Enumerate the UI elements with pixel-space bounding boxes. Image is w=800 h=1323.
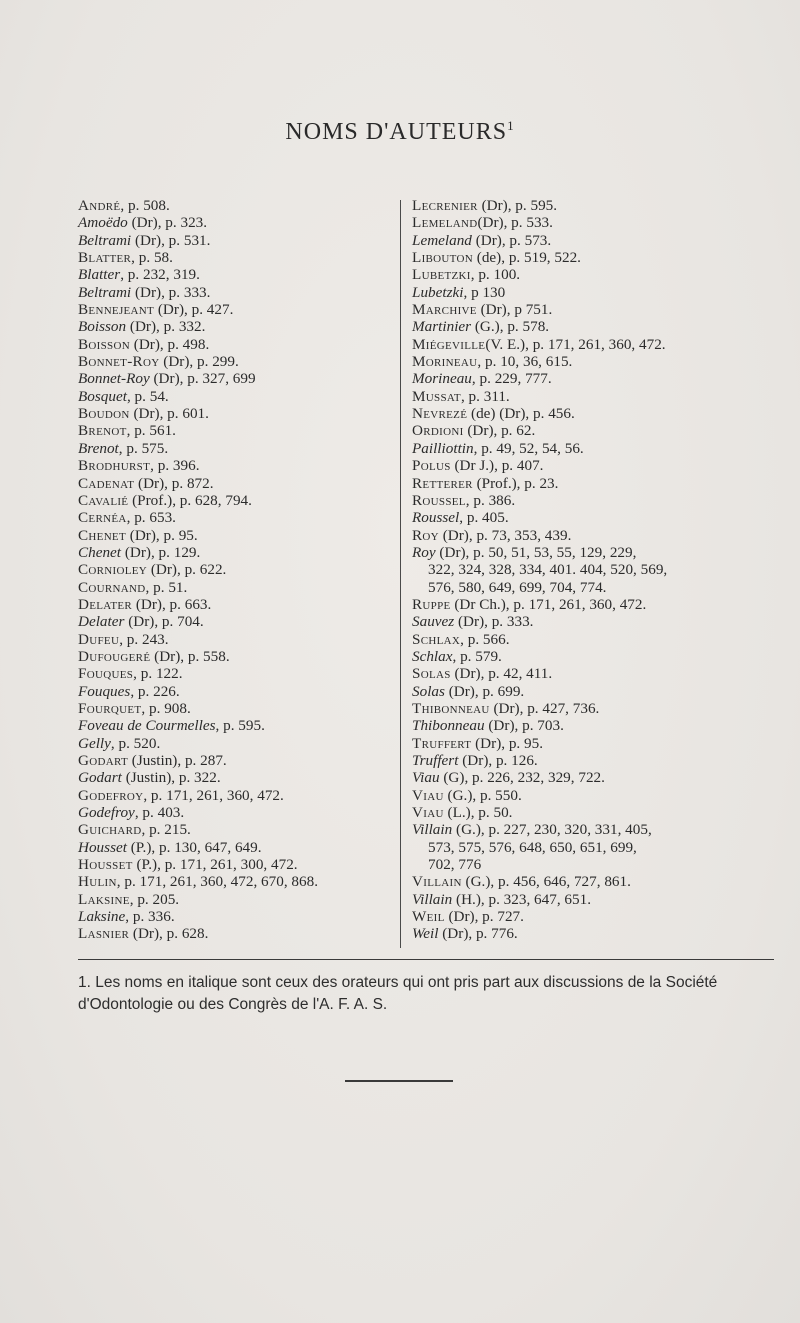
page-references: , p. 336. (125, 908, 175, 926)
author-name: Delater (78, 595, 133, 613)
index-entry (412, 752, 772, 769)
index-entry (412, 735, 772, 752)
page-references: (Dr), p. 776. (438, 925, 518, 943)
page-references: , p. 171, 261, 360, 472. (143, 786, 284, 804)
index-entry (78, 197, 390, 214)
author-name: Viau (412, 804, 444, 822)
index-entry (78, 908, 390, 925)
author-name: Brenot (78, 439, 119, 457)
author-name: Miégeville (412, 335, 486, 353)
author-name: Godefroy (78, 804, 135, 822)
author-name: Polus (412, 457, 451, 475)
page-references: (Dr), p. 323. (127, 214, 208, 232)
index-entry (412, 665, 772, 682)
page-references: (Dr), p. 595. (477, 197, 558, 214)
index-entry (412, 301, 772, 318)
index-entry (78, 631, 390, 648)
page-references-continued: 573, 575, 576, 648, 650, 651, 699, (428, 838, 637, 856)
index-entry (78, 527, 390, 544)
page-references: (Dr), p. 622. (147, 561, 227, 579)
index-entry (78, 787, 390, 804)
column-divider (400, 200, 401, 948)
index-entry (412, 891, 772, 908)
index-entry (412, 336, 772, 353)
index-entry (78, 388, 390, 405)
index-entry (78, 683, 390, 700)
author-name: Bonnet-Roy (78, 370, 150, 388)
author-name: Godart (78, 769, 122, 787)
page-references: , p. 520. (110, 734, 161, 752)
page-references: , p. 653. (126, 509, 176, 527)
index-entry (412, 821, 772, 873)
index-entry (78, 249, 390, 266)
index-entry (78, 336, 390, 353)
author-name: Dufougeré (78, 647, 151, 665)
author-name: Roy (412, 526, 439, 544)
author-name: Truffert (412, 752, 459, 769)
author-name: Roy (412, 543, 436, 561)
index-entry (412, 353, 772, 370)
author-name: Lecrenier (412, 197, 478, 214)
index-entry (78, 769, 390, 786)
author-name: Schlax (412, 647, 453, 665)
page-references: (Dr), p. 703. (484, 717, 564, 735)
index-entry (412, 440, 772, 457)
page-references: (Dr), p 751. (476, 301, 553, 319)
page-references: (P.), p. 171, 261, 300, 472. (132, 856, 298, 874)
index-entry (412, 249, 772, 266)
footnote-rule (78, 959, 774, 960)
page-references: , p 130 (463, 283, 506, 301)
author-name: Cavalié (78, 491, 129, 509)
page-references: (G.), p. 550. (443, 786, 522, 804)
index-entry (78, 613, 390, 630)
page-references: , p. 386. (465, 491, 516, 509)
author-name: Brodhurst (78, 457, 151, 475)
page-references: (Dr), p. 95. (471, 734, 544, 752)
page-references: (Dr), p. 50, 51, 53, 55, 129, 229, (435, 543, 637, 561)
index-entry (78, 301, 390, 318)
page-references: (Dr), p. 62. (463, 422, 536, 440)
index-entry (412, 787, 772, 804)
index-entry (78, 266, 390, 283)
author-name: Roussel (412, 509, 460, 527)
page-references: (Dr), p. 427. (154, 301, 234, 319)
index-entry (412, 700, 772, 717)
author-name: Truffert (412, 734, 472, 752)
index-entry (78, 353, 390, 370)
index-entry (78, 422, 390, 439)
page-references: (de), p. 519, 522. (472, 249, 581, 267)
index-entry (78, 891, 390, 908)
page-references: (Dr), p. 95. (125, 526, 198, 544)
author-name: Cernéa (78, 509, 127, 527)
index-entry (412, 544, 772, 596)
index-entry (78, 440, 390, 457)
author-name: Housset (78, 838, 127, 856)
author-name: Fouques (78, 682, 131, 700)
index-entry (78, 821, 390, 838)
page-references: (Prof.), p. 23. (472, 474, 559, 492)
index-entry (78, 856, 390, 873)
index-entry (412, 925, 772, 942)
author-name: Morineau (412, 370, 472, 388)
page-references: (Dr), p. 333. (454, 613, 534, 631)
index-entry (412, 457, 772, 474)
page-references: (Dr), p. 427, 736. (489, 699, 600, 717)
page-references: (Dr), p. 327, 699 (149, 370, 256, 388)
page-references: , p. 243. (119, 630, 169, 648)
page-references: (G.), p. 456, 646, 727, 861. (461, 873, 631, 891)
page-references: , p. 405. (459, 509, 509, 527)
page-references: (G.), p. 227, 230, 320, 331, 405, (452, 821, 652, 839)
index-entry (412, 596, 772, 613)
author-name: Thibonneau (412, 699, 490, 717)
end-rule (345, 1080, 453, 1082)
page-references: , p. 908. (141, 699, 191, 717)
author-name: Viau (412, 769, 440, 787)
page-references: , p. 226. (130, 682, 180, 700)
page-references-continued: 576, 580, 649, 699, 704, 774. (428, 578, 607, 596)
page-references: , p. 215. (141, 821, 191, 839)
index-entry (78, 804, 390, 821)
page-references: , p. 58. (131, 249, 173, 267)
index-entry (78, 370, 390, 387)
author-name: Brenot (78, 422, 127, 440)
author-name: Cornioley (78, 561, 148, 579)
index-entry (78, 700, 390, 717)
author-name: Beltrami (78, 283, 132, 301)
index-entry (412, 769, 772, 786)
index-entry (412, 266, 772, 283)
page-references: , p. 205. (129, 890, 180, 908)
index-entry (412, 405, 772, 422)
page-references-continued: 322, 324, 328, 334, 401. 404, 520, 569, (428, 561, 668, 579)
author-name: Godefroy (78, 786, 144, 804)
index-entry (412, 475, 772, 492)
author-name: Chenet (78, 543, 122, 561)
page-references: , p. 232, 319. (120, 266, 200, 284)
author-name: Villain (412, 821, 453, 839)
author-name: Bennejeant (78, 301, 155, 319)
index-entry (412, 370, 772, 387)
author-name: Fourquet (78, 699, 142, 717)
author-name: Foveau de Courmelles (78, 717, 216, 735)
author-name: Housset (78, 856, 133, 874)
page-title (0, 118, 800, 146)
author-name: Laksine (78, 908, 126, 926)
author-name: Guichard (78, 821, 142, 839)
page-references: (Dr Ch.), p. 171, 261, 360, 472. (450, 595, 647, 613)
page-references: (Dr J.), p. 407. (450, 457, 544, 475)
index-entry (412, 804, 772, 821)
page-references: (P.), p. 130, 647, 649. (126, 838, 262, 856)
author-name: Nevrezé (412, 405, 468, 423)
page-references: , p. 403. (134, 804, 185, 822)
page-references: (Dr), p. 332. (126, 318, 206, 336)
page-references: , p. 579. (452, 647, 502, 665)
index-entry (412, 284, 772, 301)
page-references: (Dr), p. 533. (477, 214, 553, 232)
index-entry (412, 613, 772, 630)
author-name: Delater (78, 613, 125, 631)
author-name: Lemeland (412, 231, 472, 249)
page-references: (Prof.), p. 628, 794. (128, 491, 252, 509)
author-name: Hulin (78, 873, 117, 891)
index-entry (78, 873, 390, 890)
page-references: , p. 595. (215, 717, 265, 735)
author-name: Weil (412, 908, 445, 926)
author-name: Sauvez (412, 613, 455, 631)
author-name: Mussat (412, 387, 461, 405)
author-name: Villain (412, 873, 462, 891)
page-references: , p. 49, 52, 54, 56. (473, 439, 584, 457)
index-entry (78, 284, 390, 301)
page-references: (Dr), p. 129. (121, 543, 201, 561)
author-name: Fouques (78, 665, 134, 683)
index-entry (78, 544, 390, 561)
title-text: NOMS D'AUTEURS (285, 119, 508, 145)
author-name: Lubetzki (412, 266, 471, 284)
index-entry (78, 839, 390, 856)
index-entry (412, 908, 772, 925)
page-references: , p. 100. (470, 266, 521, 284)
index-entry (412, 631, 772, 648)
author-name: Lemeland (412, 214, 478, 232)
index-entry (78, 405, 390, 422)
index-entry (78, 579, 390, 596)
author-name: Libouton (412, 249, 473, 267)
page-references: , p. 10, 36, 615. (477, 353, 573, 371)
index-entry (78, 925, 390, 942)
page-references: (Dr), p. 872. (134, 474, 214, 492)
title-footnote-marker: 1 (507, 118, 515, 133)
index-entry (78, 596, 390, 613)
index-entry (78, 665, 390, 682)
page-references: (Dr), p. 699. (444, 682, 525, 700)
author-name: Marchive (412, 301, 477, 319)
author-name: Bonnet-Roy (78, 353, 160, 371)
author-name: Lasnier (78, 925, 130, 943)
page-references: (Dr), p. 601. (129, 405, 209, 423)
page-references: (V. E.), p. 171, 261, 360, 472. (485, 335, 666, 353)
page-references: (H.), p. 323, 647, 651. (452, 890, 592, 908)
author-name: Gelly (78, 734, 111, 752)
footnote: 1. Les noms en italique sont ceux des orateurs qui ont pris part aux discussions de la Société d'Odontologie ou des Congrès de l'A. F. A. S. (78, 974, 718, 1013)
page-references: (Justin), p. 287. (128, 752, 227, 769)
author-name: Thibonneau (412, 717, 485, 735)
author-name: Retterer (412, 474, 473, 492)
page-references: (Dr), p. 531. (131, 231, 211, 249)
page-references: , p. 229, 777. (471, 370, 552, 388)
index-entry (412, 717, 772, 734)
author-name: Blatter (78, 266, 121, 284)
page-references: , p. 396. (150, 457, 200, 475)
page-references: (Dr), p. 628. (129, 925, 209, 943)
page-references: (Dr), p. 704. (124, 613, 204, 631)
author-name: Chenet (78, 526, 126, 544)
author-name: Weil (412, 925, 439, 943)
author-name: Godart (78, 752, 128, 769)
author-name: Cadenat (78, 474, 135, 492)
index-entry (78, 648, 390, 665)
page-references: (Dr), p. 663. (132, 595, 212, 613)
page-references: (Dr), p. 727. (444, 908, 524, 926)
author-name: Boisson (78, 335, 130, 353)
index-entry (412, 318, 772, 335)
page-references-continued: 702, 776 (428, 856, 482, 874)
index-entry (78, 717, 390, 734)
index-entry (412, 232, 772, 249)
author-name: André (78, 197, 121, 214)
index-entry (412, 527, 772, 544)
author-name: Beltrami (78, 231, 132, 249)
index-entry (78, 232, 390, 249)
page-references: (Dr), p. 558. (150, 647, 230, 665)
author-name: Lubetzki (412, 283, 464, 301)
author-name: Boisson (78, 318, 127, 336)
page-references: , p. 575. (118, 439, 169, 457)
author-name: Bosquet (78, 387, 127, 405)
author-name: Laksine (78, 890, 130, 908)
author-name: Schlax (412, 630, 461, 648)
page-references: , p. 51. (145, 578, 188, 596)
index-entry (78, 752, 390, 769)
page-references: (Dr), p. 573. (471, 231, 552, 249)
index-entry (412, 873, 772, 890)
author-name: Dufeu (78, 630, 120, 648)
page-references: (Dr), p. 126. (458, 752, 538, 769)
index-entry (78, 457, 390, 474)
index-entry (412, 388, 772, 405)
author-name: Ordioni (412, 422, 464, 440)
page-references: , p. 561. (126, 422, 176, 440)
page-references: , p. 171, 261, 360, 472, 670, 868. (116, 873, 318, 891)
page-references: (Dr), p. 333. (131, 283, 211, 301)
author-name: Morineau (412, 353, 478, 371)
author-name: Viau (412, 786, 444, 804)
index-entry (78, 318, 390, 335)
index-entry (78, 214, 390, 231)
index-entry (78, 735, 390, 752)
page-references: (Justin), p. 322. (121, 769, 221, 787)
index-entry (78, 475, 390, 492)
page-references: (L.), p. 50. (443, 804, 513, 822)
author-name: Villain (412, 890, 453, 908)
page-references: (G.), p. 578. (471, 318, 550, 336)
index-entry (78, 492, 390, 509)
page-references: , p. 122. (133, 665, 183, 683)
author-name: Boudon (78, 405, 130, 423)
page-references: (G), p. 226, 232, 329, 722. (439, 769, 605, 787)
author-name: Amoëdo (78, 214, 128, 232)
author-name: Blatter (78, 249, 132, 267)
page-references: (Dr), p. 498. (129, 335, 210, 353)
author-name: Martinier (412, 318, 472, 336)
index-entry (412, 492, 772, 509)
index-entry (412, 422, 772, 439)
author-name: Pailliottin (412, 439, 474, 457)
page-references: , p. 508. (120, 197, 170, 214)
page-references: (Dr), p. 299. (159, 353, 239, 371)
index-entry (412, 214, 772, 231)
left-column (78, 197, 390, 943)
index-entry (412, 509, 772, 526)
author-name: Roussel (412, 491, 466, 509)
author-name: Solas (412, 665, 451, 683)
page-references: (Dr), p. 73, 353, 439. (438, 526, 572, 544)
page-references: , p. 566. (460, 630, 510, 648)
index-entry (412, 648, 772, 665)
author-name: Solas (412, 682, 445, 700)
right-column (412, 197, 772, 943)
page-references: , p. 54. (126, 387, 169, 405)
page-references: (de) (Dr), p. 456. (467, 405, 575, 423)
author-name: Cournand (78, 578, 146, 596)
index-entry (412, 683, 772, 700)
index-entry (78, 509, 390, 526)
page-references: , p. 311. (460, 387, 510, 405)
author-name: Ruppe (412, 595, 451, 613)
page-references: (Dr), p. 42, 411. (450, 665, 553, 683)
index-entry (78, 561, 390, 578)
index-entry (412, 197, 772, 214)
